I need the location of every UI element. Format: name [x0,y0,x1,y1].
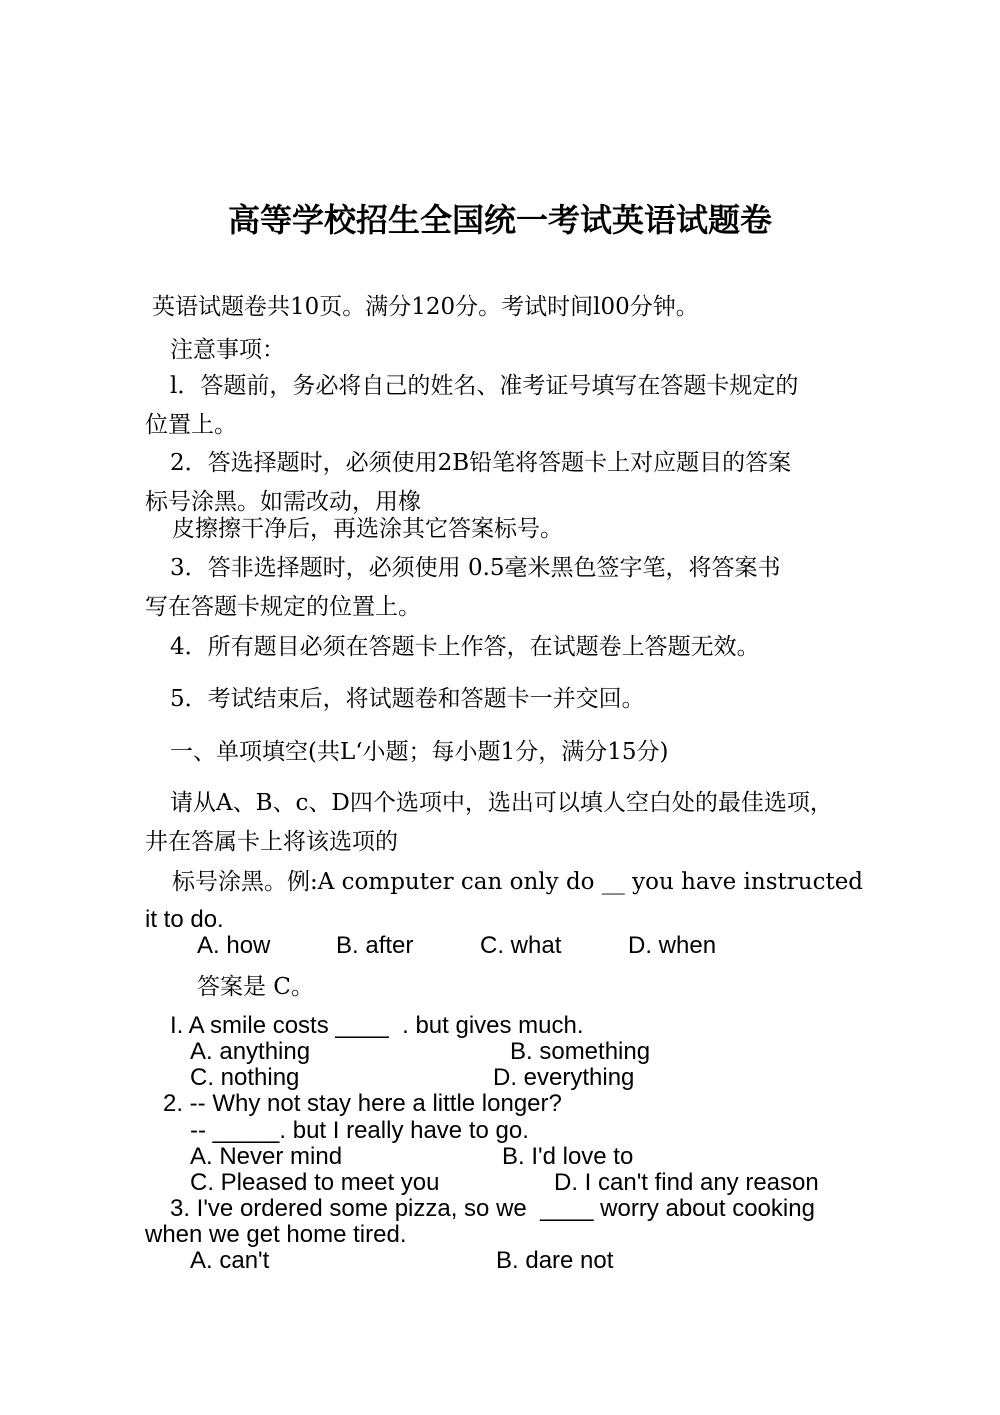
example-line-1: 标号涂黑。例:A computer can only do __ you have instructed [172,869,864,895]
example-answer: 答案是 C。 [197,974,314,1000]
notice-4: 4．所有题目必须在答题卡上作答，在试题卷上答题无效。 [170,634,760,660]
notice-2-line-3: 皮擦擦干净后，再选涂其它答案标号。 [172,516,563,542]
question-2-stem: 2. -- Why not stay here a little longer? [163,1090,562,1117]
question-2-stem-2: -- _____. but I really have to go. [190,1117,529,1144]
example-option-c: C. what [480,932,562,959]
intro-text: 英语试题卷共10页。满分120分。考试时间l00分钟。 [152,294,699,320]
notice-2-line-1: 2．答选择题时，必须使用2B铅笔将答题卡上对应题目的答案 [170,450,792,476]
notice-1-line-1: l．答题前，务必将自己的姓名、准考证号填写在答题卡规定的 [170,373,799,399]
question-2-option-a: A. Never mind [190,1143,343,1170]
example-option-a: A. how [197,932,271,959]
notice-3-line-1: 3．答非选择题时，必须使用 0.5毫米黑色签字笔，将答案书 [170,555,781,581]
notice-2-line-2: 标号涂黑。如需改动，用橡 [145,489,421,515]
question-1-option-a: A. anything [190,1038,311,1065]
question-2-option-d: D. I can't find any reason [554,1169,819,1196]
question-1-option-c: C. nothing [190,1064,300,1091]
notice-3-line-2: 写在答题卡规定的位置上。 [145,594,421,620]
question-3-option-b: B. dare not [496,1247,614,1274]
example-line-2: it to do. [145,906,224,933]
question-2-option-c: C. Pleased to meet you [190,1169,440,1196]
instruction-line-2: 井在答属卡上将该选项的 [145,829,398,855]
instruction-line-1: 请从A、B、c、D四个选项中，选出可以填人空白处的最佳选项， [170,790,833,816]
section-heading: 一、单项填空(共L‘小题；每小题1分，满分15分) [170,739,669,765]
question-3-option-a: A. can't [190,1247,270,1274]
question-1-option-b: B. something [510,1038,651,1065]
question-3-stem-2: when we get home tired. [145,1221,407,1248]
notice-5: 5．考试结束后，将试题卷和答题卡一并交回。 [170,686,645,712]
question-3-stem: 3. I've ordered some pizza, so we ____ worry about cooking [170,1195,815,1222]
page-title: 高等学校招生全国统一考试英语试题卷 [227,201,772,239]
example-option-d: D. when [628,932,717,959]
notice-heading: 注意事项： [170,337,285,363]
question-1-option-d: D. everything [493,1064,635,1091]
example-option-b: B. after [336,932,414,959]
question-2-option-b: B. I'd love to [502,1143,634,1170]
notice-1-line-2: 位置上。 [145,412,237,438]
question-1-stem: I. A smile costs ____ . but gives much. [170,1012,584,1039]
